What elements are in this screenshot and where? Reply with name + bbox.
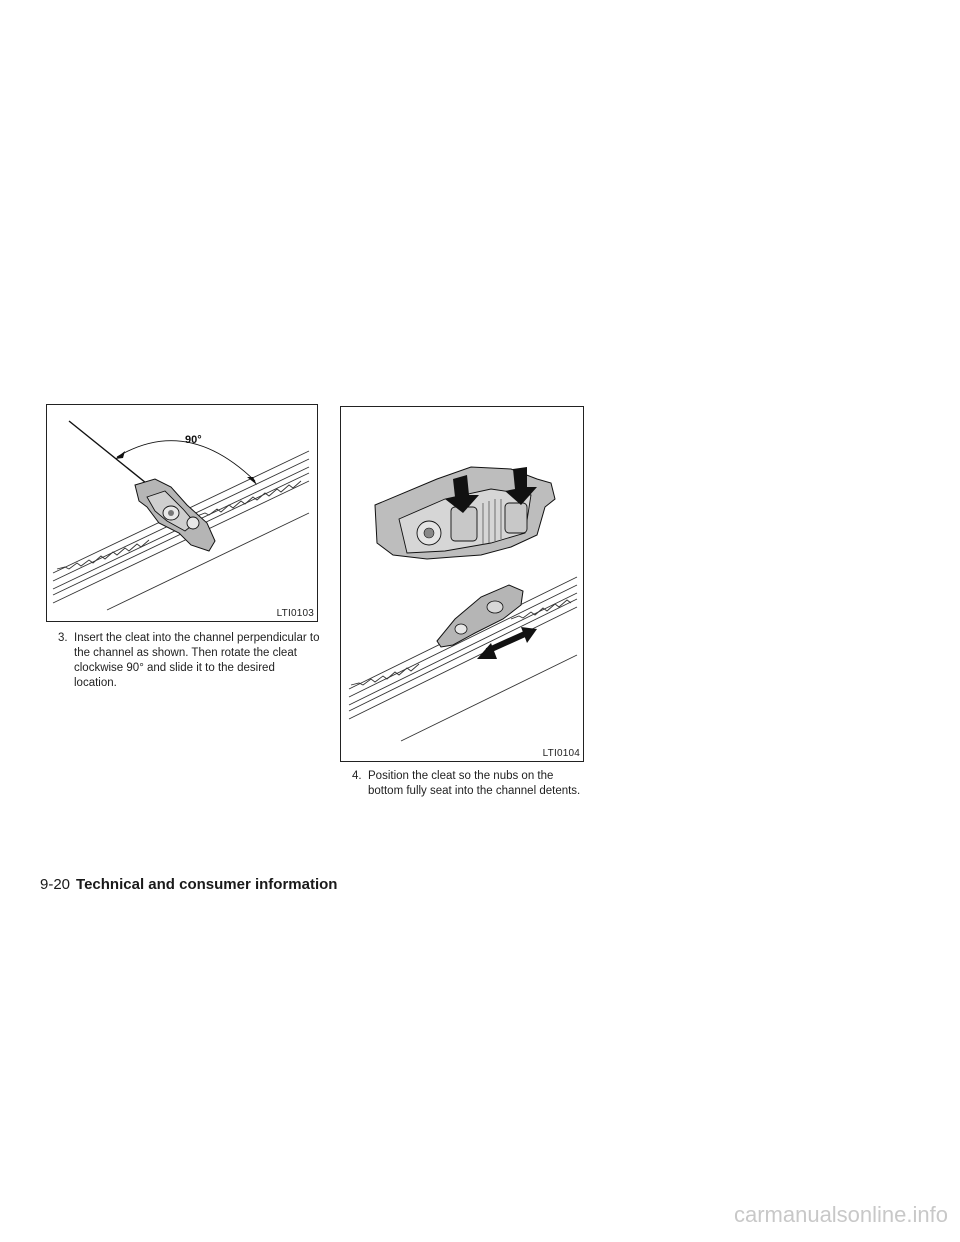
- step-number: 3.: [58, 632, 68, 644]
- perpendicular-line: [69, 421, 151, 487]
- figure-ltio104: [340, 406, 584, 762]
- cleat-rotation-illustration: [47, 405, 317, 621]
- step-4: [342, 769, 588, 799]
- angle-label: 90°: [185, 434, 202, 446]
- figure-code: LTI0104: [542, 748, 580, 759]
- arc-arrowhead-right-icon: [247, 477, 257, 485]
- double-arrow-icon: [477, 627, 537, 659]
- step-text: Insert the cleat into the channel perpendicular to the channel as shown. Then rotate the cleat clockwise 90° and slide it to the desired location.: [74, 632, 320, 689]
- cleat-icon: [135, 479, 215, 551]
- figure-code: LTI0103: [276, 608, 314, 619]
- rotation-arc-arrow-icon: [117, 441, 255, 481]
- cleat-seating-illustration: [341, 407, 583, 761]
- arc-arrowhead-left-icon: [115, 451, 125, 459]
- watermark[interactable]: carmanualsonline.info: [733, 1202, 948, 1227]
- channel-rail-icon: [349, 577, 577, 741]
- step-3: [48, 631, 320, 691]
- step-number: 4.: [352, 770, 362, 782]
- page-number: 9-20: [40, 876, 71, 893]
- figure-ltio103: [46, 404, 318, 622]
- section-title: Technical and consumer information: [76, 876, 338, 893]
- step-text: Position the cleat so the nubs on the bottom fully seat into the channel detents.: [368, 770, 581, 797]
- page-footer: [40, 876, 337, 893]
